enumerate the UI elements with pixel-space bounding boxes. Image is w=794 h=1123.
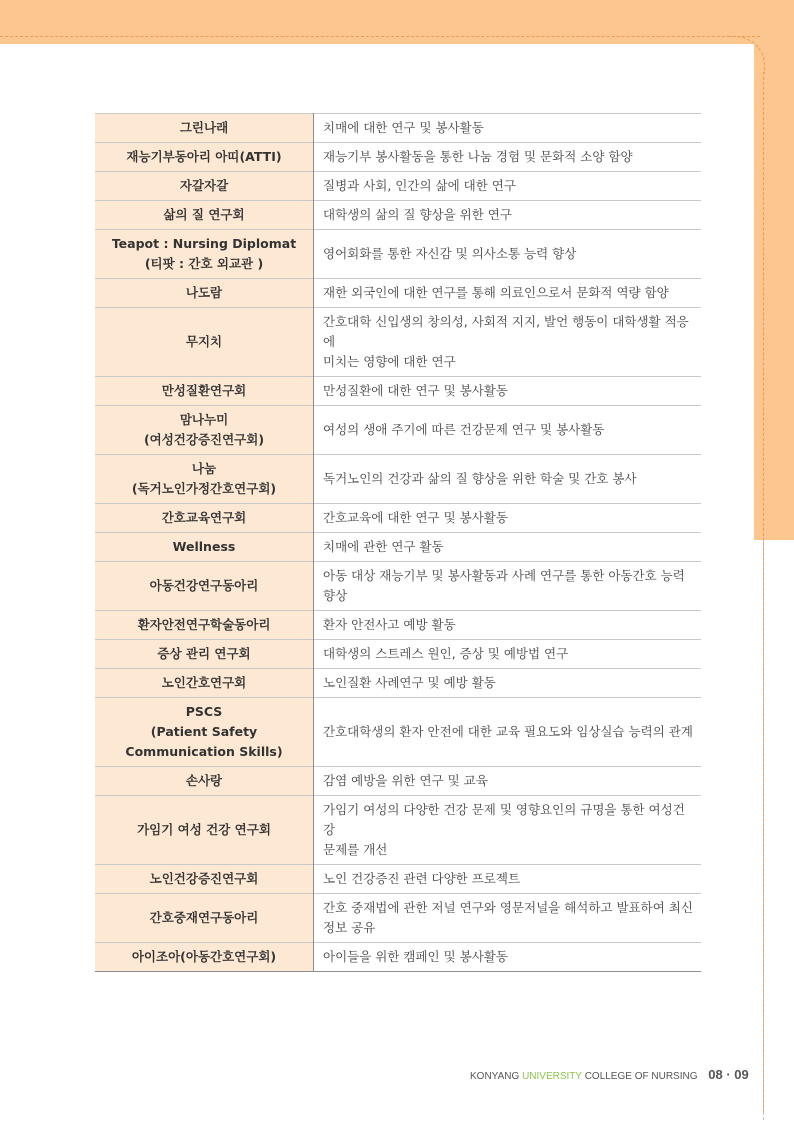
club-description-line: 향상 <box>323 588 348 603</box>
club-description-cell <box>314 669 702 698</box>
table-row <box>95 406 701 455</box>
dashed-border-top <box>0 36 760 37</box>
club-name-cell <box>95 796 314 865</box>
footer-college: COLLEGE OF NURSING <box>584 1071 698 1082</box>
footer-konyang: KONYANG <box>470 1071 520 1082</box>
club-description-line: 아동 대상 재능기부 및 봉사활동과 사례 연구를 통한 아동간호 능력 <box>323 568 685 583</box>
club-name-cell <box>95 172 314 201</box>
club-description-line: 질병과 사회, 인간의 삶에 대한 연구 <box>323 178 516 193</box>
club-description-line: 간호 중재법에 관한 저널 연구와 영문저널을 해석하고 발표하여 최신 <box>323 900 693 915</box>
club-name-line: Communication Skills) <box>125 744 283 759</box>
club-description-line: 영어회화를 통한 자신감 및 의사소통 능력 향상 <box>323 246 577 261</box>
club-description-cell <box>314 796 702 865</box>
club-name-line: 증상 관리 연구회 <box>157 646 251 661</box>
club-name-line: 손사랑 <box>185 773 223 788</box>
club-description-line: 정보 공유 <box>323 920 376 935</box>
club-name-line: PSCS <box>185 704 223 719</box>
club-name-cell <box>95 669 314 698</box>
club-description-cell <box>314 143 702 172</box>
club-name-line: 간호교육연구회 <box>161 510 247 525</box>
club-description-cell <box>314 114 702 143</box>
table-row <box>95 698 701 767</box>
club-name-line: 자갈자갈 <box>179 178 229 193</box>
footer-university: UNIVERSITY <box>522 1071 582 1082</box>
table-row <box>95 943 701 972</box>
club-name-line: (Patient Safety <box>150 724 258 739</box>
club-description-line: 치매에 관한 연구 활동 <box>323 539 444 554</box>
club-name-line: 그린나래 <box>179 120 229 135</box>
club-description-line: 간호대학 신입생의 창의성, 사회적 지지, 발언 행동이 대학생활 적응에 <box>323 314 689 349</box>
club-name-line: 환자안전연구학술동아리 <box>137 617 271 632</box>
club-description-line: 간호대학생의 환자 안전에 대한 교육 필요도와 임상실습 능력의 관계 <box>323 724 693 739</box>
club-description-line: 재능기부 봉사활동을 통한 나눔 경험 및 문화적 소양 함양 <box>323 149 633 164</box>
page-number: 08 · 09 <box>708 1067 749 1082</box>
club-name-cell <box>95 308 314 377</box>
club-description-line: 재한 외국인에 대한 연구를 통해 의료인으로서 문화적 역량 함양 <box>323 285 669 300</box>
club-description-cell <box>314 504 702 533</box>
club-name-cell <box>95 114 314 143</box>
club-name-cell <box>95 279 314 308</box>
club-description-line: 만성질환에 대한 연구 및 봉사활동 <box>323 383 508 398</box>
table-row <box>95 640 701 669</box>
dashed-border-right-lower <box>763 540 764 1120</box>
club-name-line: (여성건강증진연구회) <box>143 432 265 447</box>
club-description-line: 문제를 개선 <box>323 842 388 857</box>
club-description-cell <box>314 377 702 406</box>
club-description-line: 여성의 생애 주기에 따른 건강문제 연구 및 봉사활동 <box>323 422 605 437</box>
table-row <box>95 611 701 640</box>
club-description-line: 감염 예방을 위한 연구 및 교육 <box>323 773 488 788</box>
club-name-cell <box>95 533 314 562</box>
club-description-line: 아이들을 위한 캠페인 및 봉사활동 <box>323 949 508 964</box>
club-description-line: 대학생의 삶의 질 향상을 위한 연구 <box>323 207 512 222</box>
club-description-line: 미치는 영향에 대한 연구 <box>323 354 456 369</box>
club-description-line: 독거노인의 건강과 삶의 질 향상을 위한 학술 및 간호 봉사 <box>323 471 637 486</box>
club-description-cell <box>314 640 702 669</box>
club-name-cell <box>95 894 314 943</box>
club-description-cell <box>314 533 702 562</box>
club-name-cell <box>95 865 314 894</box>
club-name-line: 나도람 <box>185 285 223 300</box>
club-name-line: 노인간호연구회 <box>161 675 247 690</box>
club-description-cell <box>314 279 702 308</box>
club-description-line: 환자 안전사고 예방 활동 <box>323 617 456 632</box>
club-name-cell <box>95 611 314 640</box>
club-name-line: 만성질환연구회 <box>161 383 247 398</box>
table-row <box>95 504 701 533</box>
header-band <box>0 0 794 44</box>
club-description-cell <box>314 562 702 611</box>
club-description-line: 간호교육에 대한 연구 및 봉사활동 <box>323 510 508 525</box>
club-description-cell <box>314 611 702 640</box>
club-name-line: 무지치 <box>185 334 223 349</box>
table-row <box>95 767 701 796</box>
club-table-body <box>95 114 701 972</box>
club-description-cell <box>314 172 702 201</box>
club-name-cell <box>95 943 314 972</box>
club-name-cell <box>95 640 314 669</box>
table-row <box>95 308 701 377</box>
table-row <box>95 796 701 865</box>
club-name-line: 나눔 <box>191 461 217 476</box>
club-description-line: 대학생의 스트레스 원인, 증상 및 예방법 연구 <box>323 646 569 661</box>
club-description-cell <box>314 230 702 279</box>
table-row <box>95 865 701 894</box>
table-row <box>95 143 701 172</box>
club-description-line: 노인 건강증진 관련 다양한 프로젝트 <box>323 871 521 886</box>
club-name-line: 아동건강연구동아리 <box>149 578 259 593</box>
table-row <box>95 894 701 943</box>
club-description-cell <box>314 308 702 377</box>
table-row <box>95 172 701 201</box>
club-description-cell <box>314 865 702 894</box>
footer <box>470 1067 749 1082</box>
club-name-line: Teapot : Nursing Diplomat <box>111 236 297 251</box>
club-name-line: (독거노인가정간호연구회) <box>131 481 277 496</box>
club-name-cell <box>95 455 314 504</box>
table-row <box>95 669 701 698</box>
club-name-line: 노인건강증진연구회 <box>149 871 259 886</box>
club-description-cell <box>314 767 702 796</box>
club-table <box>95 113 701 972</box>
club-name-cell <box>95 698 314 767</box>
club-name-cell <box>95 201 314 230</box>
club-name-line: 아이조아(아동간호연구회) <box>131 949 277 964</box>
club-name-line: 가임기 여성 건강 연구회 <box>137 822 271 837</box>
table-row <box>95 230 701 279</box>
table-row <box>95 279 701 308</box>
club-name-line: 재능기부동아리 아띠(ATTI) <box>126 149 282 164</box>
table-row <box>95 455 701 504</box>
club-description-cell <box>314 455 702 504</box>
club-name-line: Wellness <box>172 539 236 554</box>
club-description-cell <box>314 406 702 455</box>
club-description-cell <box>314 894 702 943</box>
club-name-line: 맘나누미 <box>179 412 229 427</box>
club-description-cell <box>314 698 702 767</box>
club-description-line: 노인질환 사례연구 및 예방 활동 <box>323 675 496 690</box>
club-name-cell <box>95 230 314 279</box>
table-row <box>95 114 701 143</box>
club-name-line: 삶의 질 연구회 <box>163 207 245 222</box>
club-description-line: 가임기 여성의 다양한 건강 문제 및 영향요인의 규명을 통한 여성건강 <box>323 802 685 837</box>
club-name-cell <box>95 767 314 796</box>
club-name-line: 간호중재연구동아리 <box>149 910 259 925</box>
club-name-cell <box>95 143 314 172</box>
club-name-cell <box>95 406 314 455</box>
club-name-line: (티팟 : 간호 외교관 ) <box>144 256 264 271</box>
table-row <box>95 377 701 406</box>
table-row <box>95 533 701 562</box>
club-name-cell <box>95 377 314 406</box>
club-name-cell <box>95 504 314 533</box>
club-description-cell <box>314 943 702 972</box>
table-row <box>95 562 701 611</box>
table-row <box>95 201 701 230</box>
side-band <box>754 0 794 540</box>
club-name-cell <box>95 562 314 611</box>
club-description-line: 치매에 대한 연구 및 봉사활동 <box>323 120 484 135</box>
club-description-cell <box>314 201 702 230</box>
